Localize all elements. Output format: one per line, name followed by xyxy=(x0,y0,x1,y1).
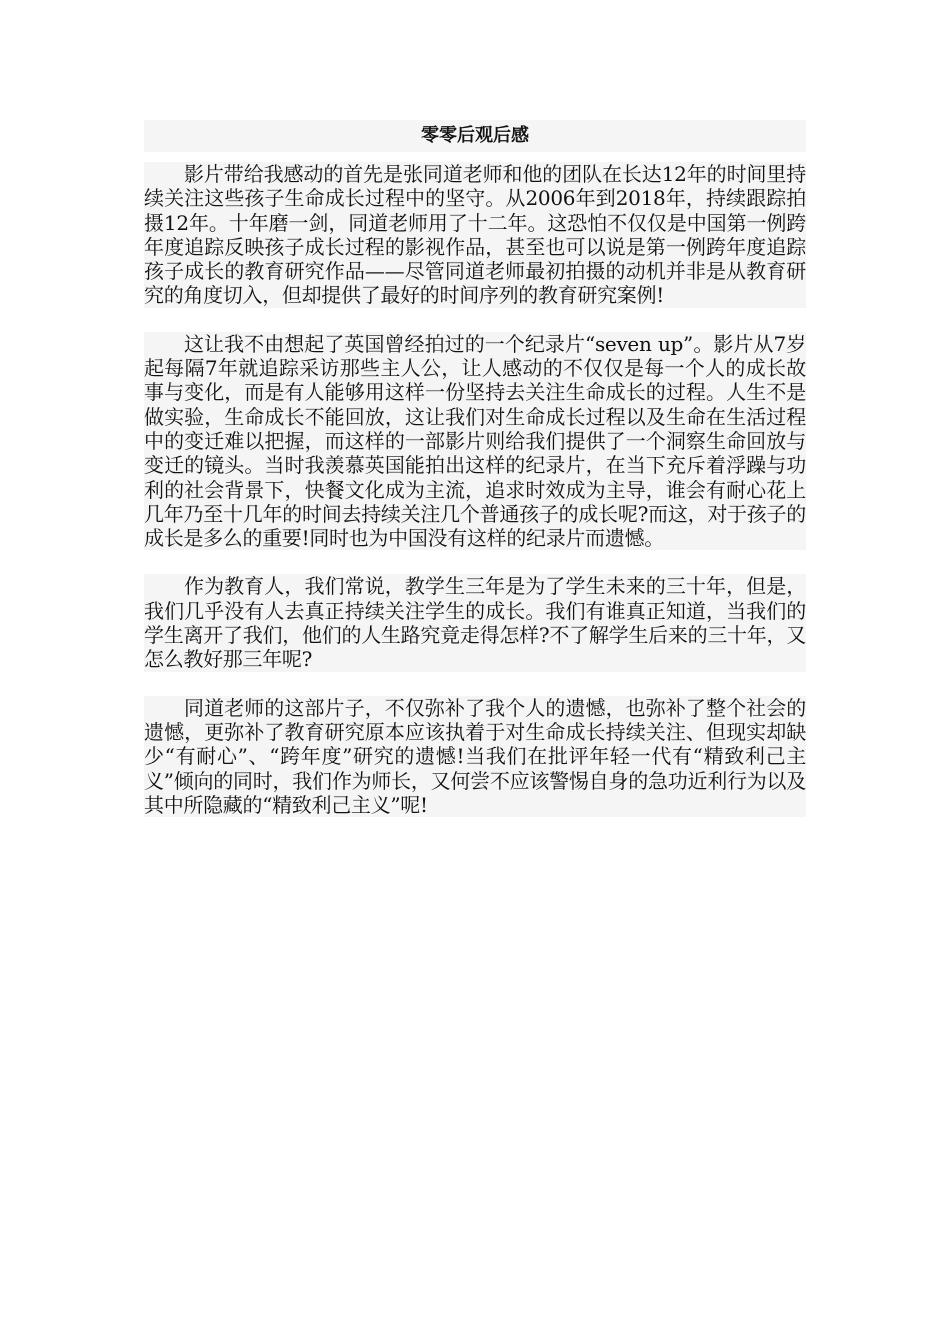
document-body xyxy=(144,120,806,817)
paragraph-spacer xyxy=(144,672,806,696)
paragraph-2: 这让我不由想起了英国曾经拍过的一个纪录片“seven up”。影片从7岁起每隔7年就追踪采访那些主人公，让人感动的不仅仅是每一个人的成长故事与变化，而是有人能够用这样一份坚持去关注生命成长的过程。人生不是做实验，生命成长不能回放，这让我们对生命成长过程以及生命在生活过程中的变迁难以把握，而这样的一部影片则给我们提供了一个洞察生命回放与变迁的镜头。当时我羡慕英国能拍出这样的纪录片，在当下充斥着浮躁与功利的社会背景下，快餐文化成为主流，追求时效成为主导，谁会有耐心花上几年乃至十几年的时间去持续关注几个普通孩子的成长呢?而这，对于孩子的成长是多么的重要!同时也为中国没有这样的纪录片而遗憾。 xyxy=(144,331,806,551)
paragraph-spacer xyxy=(144,308,806,332)
paragraph-4: 同道老师的这部片子，不仅弥补了我个人的遗憾，也弥补了整个社会的遗憾，更弥补了教育研究原本应该执着于对生命成长持续关注、但现实却缺少“有耐心”、“跨年度”研究的遗憾!当我们在批评年轻一代有“精致利己主义”倾向的同时，我们作为师长，又何尝不应该警惕自身的急功近利行为以及其中所隐藏的“精致利己主义”呢! xyxy=(144,695,806,817)
title-spacer xyxy=(144,152,806,162)
paragraph-spacer xyxy=(144,550,806,574)
paragraph-1: 影片带给我感动的首先是张同道老师和他的团队在长达12年的时间里持续关注这些孩子生命成长过程中的坚守。从2006年到2018年，持续跟踪拍摄12年。十年磨一剑，同道老师用了十二年。这恐怕不仅仅是中国第一例跨年度追踪反映孩子成长过程的影视作品，甚至也可以说是第一例跨年度追踪孩子成长的教育研究作品——尽管同道老师最初拍摄的动机并非是从教育研究的角度切入，但却提供了最好的时间序列的教育研究案例! xyxy=(144,162,806,308)
paragraph-3: 作为教育人，我们常说，教学生三年是为了学生未来的三十年，但是，我们几乎没有人去真正持续关注学生的成长。我们有谁真正知道，当我们的学生离开了我们，他们的人生路究竟走得怎样?不了解学生后来的三十年，又怎么教好那三年呢? xyxy=(144,574,806,672)
document-title: 零零后观后感 xyxy=(144,120,806,152)
